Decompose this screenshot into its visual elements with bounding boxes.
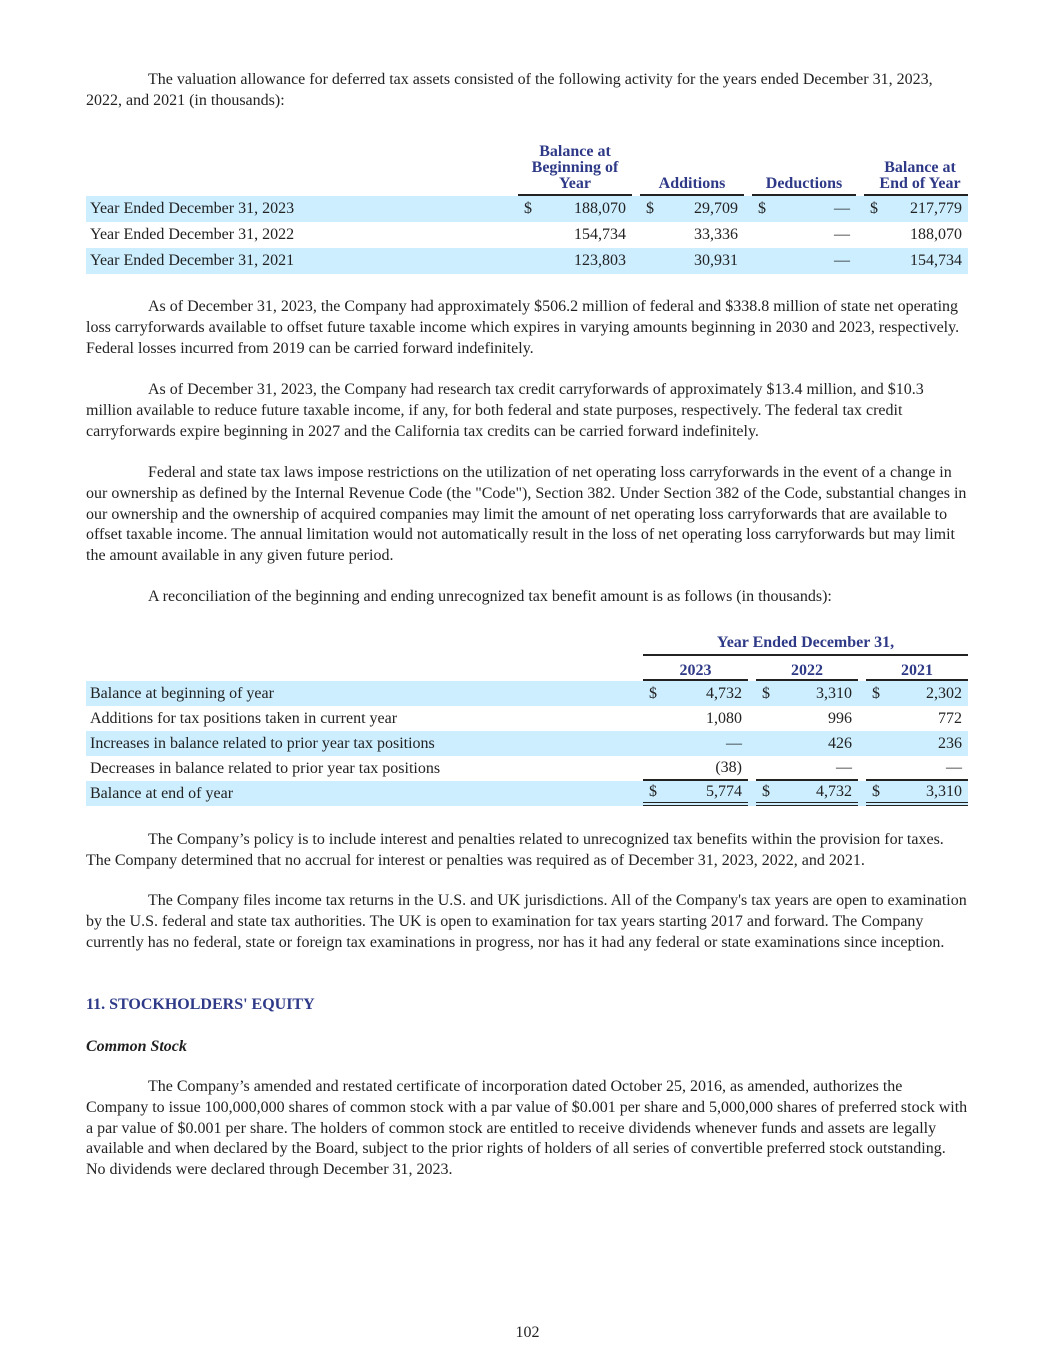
column-header: Deductions <box>752 144 856 196</box>
table-row: Year Ended December 31, 2023 $ 188,070 $ 29,709 $ — $ 217,779 <box>86 196 968 222</box>
paragraph: Federal and state tax laws impose restrictions on the utilization of net operating loss carryforwards in the event of a change in our ownership as defined by the Internal Revenue Code (the "Code"), Section 382. Under Section 382 of the Code, substantial changes in our ownership and the ownership of acquired companies may limit the amount of net operating loss carryforwards that are available to offset taxable income. The annual limitation would not automatically result in the loss of net operating loss carryforwards but may limit the amount available in any given future period. <box>86 464 967 565</box>
valuation-allowance-table <box>86 144 968 274</box>
section-heading: 11. STOCKHOLDERS' EQUITY <box>86 996 315 1013</box>
column-header: Additions <box>640 144 744 196</box>
column-header: Balance at End of Year <box>864 144 968 196</box>
table-row: Year Ended December 31, 2021 123,803 30,931 — 154,734 <box>86 248 968 274</box>
unrecognized-tax-benefit-table <box>86 635 968 806</box>
table-row: Balance at beginning of year $ 4,732 $ 3,310 $ 2,302 <box>86 681 968 706</box>
table-row: Additions for tax positions taken in current year 1,080 996 772 <box>90 709 962 727</box>
paragraph: As of December 31, 2023, the Company had research tax credit carryforwards of approximately $13.4 million, and $10.3 million available to reduce future taxable income, if any, for both federal and state purposes, respectively. The federal tax credit carryforwards expire beginning in 2027 and the California tax credits can be carried forward indefinitely. <box>86 381 924 440</box>
paragraph: A reconciliation of the beginning and ending unrecognized tax benefit amount is as follows (in thousands): <box>148 588 832 605</box>
year-header: 2021 <box>866 656 968 681</box>
year-header: 2022 <box>756 656 858 681</box>
paragraph: The Company’s amended and restated certificate of incorporation dated October 25, 2016, as amended, authorizes the Company to issue 100,000,000 shares of common stock with a par value of $0.001 per share and 5,000,000 shares of preferred stock with a par value of $0.001 per share. The holders of common stock are entitled to receive dividends whenever funds and assets are legally available and when declared by the Board, subject to the prior rights of holders of all series of convertible preferred stock outstanding. No dividends were declared through December 31, 2023. <box>86 1078 968 1179</box>
table-row: Decreases in balance related to prior year tax positions (38) — — <box>86 756 968 781</box>
table-row: Year Ended December 31, 2022 154,734 33,336 — 188,070 <box>90 226 962 243</box>
paragraph: As of December 31, 2023, the Company had approximately $506.2 million of federal and $338.8 million of state net operating loss carryforwards available to offset future taxable income which expires in varying amounts beginning in 2030 and 2023, respectively. Federal losses incurred from 2019 can be carried forward indefinitely. <box>86 298 960 357</box>
table-row: Increases in balance related to prior year tax positions — 426 236 <box>86 731 968 756</box>
paragraph: The valuation allowance for deferred tax assets consisted of the following activity for the years ended December 31, 2023, 2022, and 2021 (in thousands): <box>86 71 933 109</box>
group-header: Year Ended December 31, <box>643 635 968 656</box>
paragraph: The Company’s policy is to include interest and penalties related to unrecognized tax benefits within the provision for taxes. The Company determined that no accrual for interest or penalties was required as of December 31, 2023, 2022, and 2021. <box>86 831 944 869</box>
page-number: 102 <box>515 1324 540 1341</box>
table-row-total: Balance at end of year $ 5,774 $ 4,732 $ 3,310 <box>86 781 968 806</box>
year-header: 2023 <box>643 656 748 681</box>
subheading: Common Stock <box>86 1038 187 1055</box>
column-header: Balance at Beginning of Year <box>518 144 632 196</box>
paragraph: The Company files income tax returns in the U.S. and UK jurisdictions. All of the Company's tax years are open to examination by the U.S. federal and state tax authorities. The UK is open to examination for tax years starting 2017 and forward. The Company currently has no federal, state or foreign tax examinations in progress, nor has it had any federal or state examinations since inception. <box>86 892 967 951</box>
